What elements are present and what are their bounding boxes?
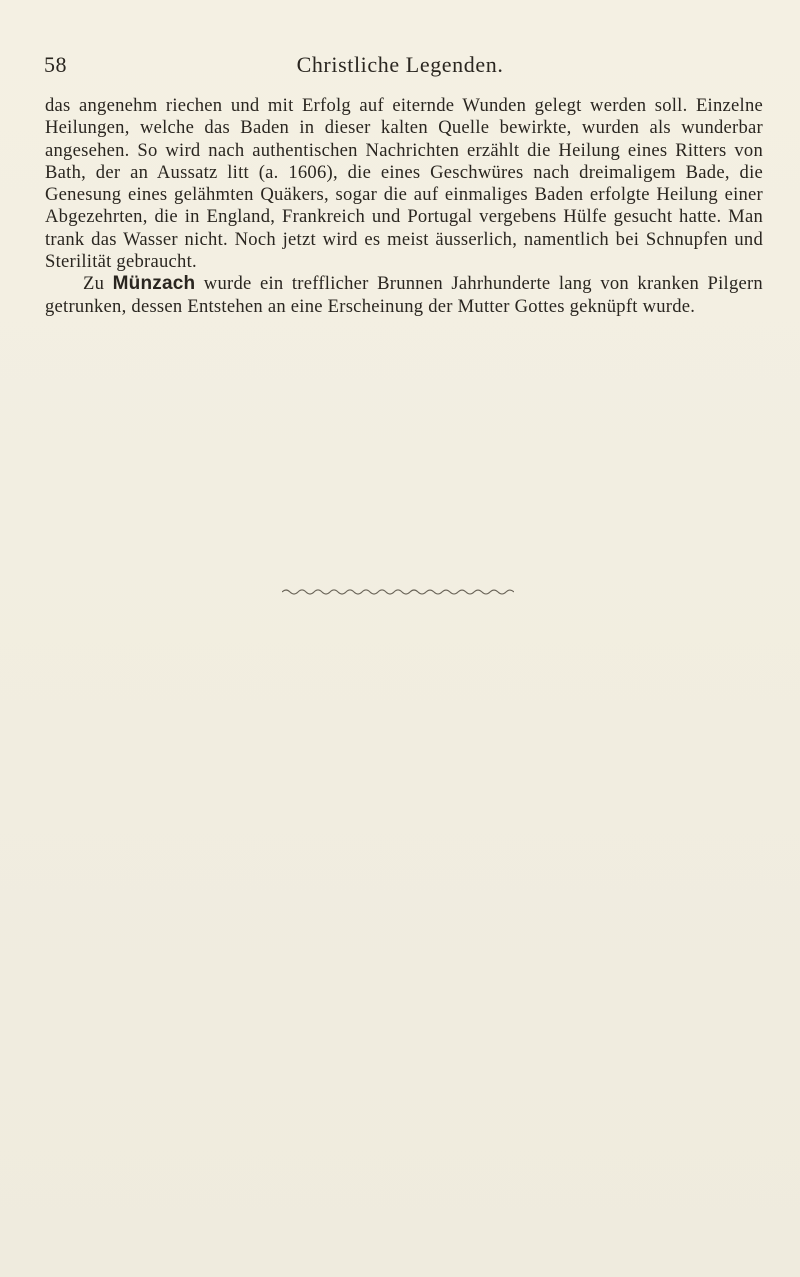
place-name-muenzach: Münzach: [112, 273, 196, 295]
paragraph-2: [45, 273, 763, 318]
running-title: Christliche Legenden.: [296, 52, 504, 77]
body-text: [45, 95, 763, 318]
wavy-line-ornament-icon: [282, 586, 514, 598]
paragraph-2-rest: wurde ein trefflicher Brunnen Jahrhunderte lang von kranken Pilgern getrunken, dessen Entstehen an eine Erscheinung der Mutter Gottes geknüpft wurde.: [45, 273, 763, 317]
paragraph-2-lead: Zu: [83, 273, 105, 295]
page-number: 58: [44, 52, 67, 77]
page-header: [42, 52, 758, 82]
paragraph-1: das angenehm riechen und mit Erfolg auf eiternde Wunden gelegt werden soll. Einzelne Heilungen, welche das Baden in dieser kalten Quelle bewirkte, wurden als wunderbar angesehen. So wird nach authentischen Nachrichten erzählt die Heilung eines Ritters von Bath, der an Aussatz litt (a. 1606), die eines Geschwüres nach dreimaligem Bade, die Genesung eines gelähmten Quäkers, sogar die auf einmaliges Baden erfolgte Heilung einer Abgezehrten, die in England, Frankreich und Portugal vergebens Hülfe gesucht hatte. Man trank das Wasser nicht. Noch jetzt wird es meist äusserlich, namentlich bei Schnupfen und Sterilität gebraucht.: [45, 95, 763, 273]
